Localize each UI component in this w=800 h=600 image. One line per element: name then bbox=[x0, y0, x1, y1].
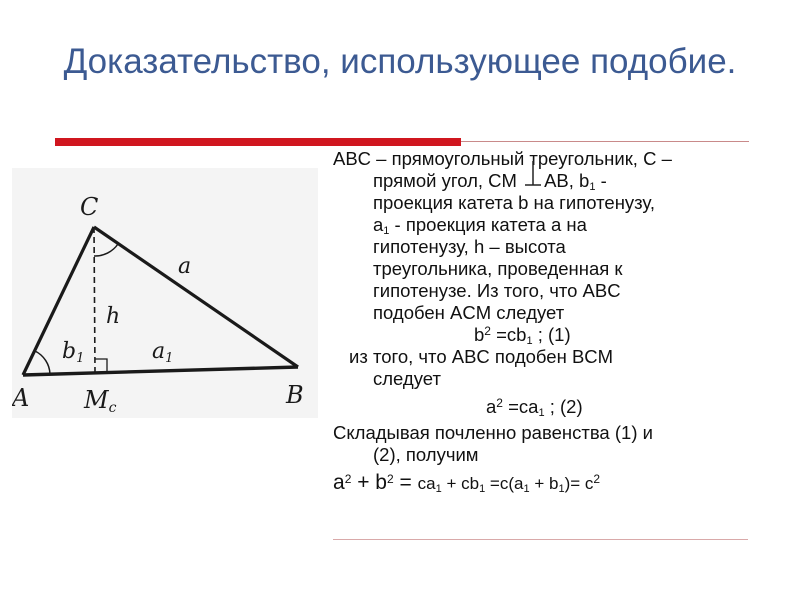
angle-c-arc bbox=[94, 244, 118, 256]
proof-line: треугольника, проведенная к bbox=[373, 258, 623, 279]
proof-line: подобен ACM следует bbox=[373, 302, 565, 323]
side-ab bbox=[23, 367, 298, 375]
proof-line: проекция катета b на гипотенузу, bbox=[373, 192, 655, 213]
label-a-vertex: A bbox=[12, 384, 30, 412]
perpendicular-icon bbox=[522, 171, 544, 189]
height-cm bbox=[94, 227, 95, 372]
equation-1: $b^2 =cb_1$ ; (1) bbox=[474, 324, 571, 347]
title-underline-red bbox=[55, 138, 461, 146]
proof-text bbox=[333, 148, 773, 495]
label-m: Mc bbox=[84, 386, 117, 416]
right-angle-mark bbox=[95, 359, 107, 372]
proof-line: следует bbox=[373, 368, 441, 389]
proof-line: $a_1$ - проекция катета a на bbox=[373, 214, 587, 237]
proof-line: прямой угол, CM AB, $b_1$ - bbox=[373, 170, 607, 193]
label-c: C bbox=[80, 193, 99, 221]
proof-line: ABC – прямоугольный треугольник, C – bbox=[333, 148, 672, 169]
triangle-diagram bbox=[12, 168, 318, 418]
label-a1: a1 bbox=[152, 339, 174, 366]
label-h: h bbox=[106, 304, 121, 329]
proof-line: Складывая почленно равенства (1) и bbox=[333, 422, 653, 443]
bottom-divider bbox=[333, 539, 748, 540]
final-equation: $a^2 + b^2 = ca_1 + cb_1 =c(a_1 + b_1)= c^2$ bbox=[333, 471, 601, 495]
proof-line: (2), получим bbox=[373, 444, 479, 465]
label-b-vertex: B bbox=[286, 381, 304, 409]
side-cb bbox=[94, 227, 298, 367]
label-b1: b1 bbox=[62, 339, 85, 366]
proof-line: из того, что ABC подобен BCM bbox=[349, 346, 614, 367]
triangle-figure bbox=[12, 168, 318, 418]
equation-2: $a^2 =ca_1$ ; (2) bbox=[486, 396, 583, 419]
proof-line: гипотенузе. Из того, что ABC bbox=[373, 280, 621, 301]
label-side-a: a bbox=[178, 254, 192, 279]
slide-title: Доказательство, использующее подобие. bbox=[63, 42, 737, 81]
proof-line: гипотенузу, h – высота bbox=[373, 236, 566, 257]
angle-a-arc bbox=[35, 351, 50, 374]
title-underline-thin bbox=[461, 141, 749, 142]
